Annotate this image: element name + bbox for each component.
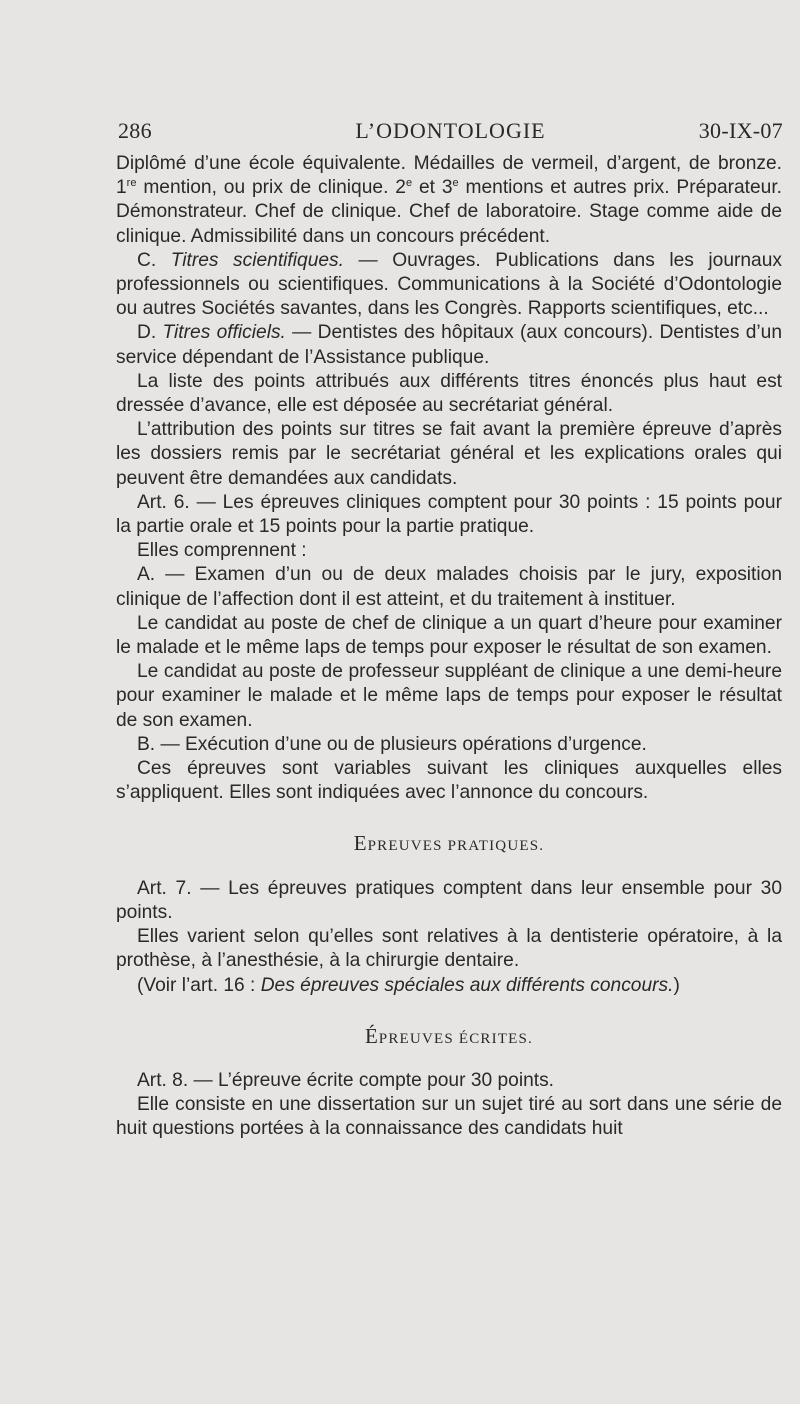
paragraph: Le candidat au poste de chef de clinique a un quart d’heure pour examiner le malade et le même laps de temps pour exposer le résultat de son examen. xyxy=(116,612,782,659)
body-text xyxy=(116,152,782,1142)
page-number: 286 xyxy=(118,118,152,143)
journal-title: L’ODONTOLOGIE xyxy=(355,118,546,143)
paragraph: D. Titres officiels. — Dentistes des hôpitaux (aux concours). Dentistes d’un service dépendant de l’Assistance publique. xyxy=(116,322,782,368)
section-title: Titres scientifiques. xyxy=(170,249,344,271)
paragraph: Art. 6. — Les épreuves cliniques comptent pour 30 points : 15 points pour la partie orale et 15 points pour la partie pratique. xyxy=(116,491,782,538)
paragraph: C. Titres scientifiques. — Ouvrages. Publications dans les journaux professionnels ou scientifiques. Communications à la Société d’Odontologie ou autres Sociétés savantes, dans les Congrès. Rapports scientifiques, etc... xyxy=(116,249,782,320)
paragraph: Elles varient selon qu’elles sont relatives à la dentisterie opératoire, à la prothèse, à l’anesthésie, à la chirurgie dentaire. xyxy=(116,926,782,972)
paragraph: Ces épreuves sont variables suivant les cliniques auxquelles elles s’appliquent. Elles sont indiquées avec l’annonce du concours. xyxy=(116,758,782,804)
section-heading-written: ÉPREUVES ÉCRITES. xyxy=(364,1023,534,1048)
paragraph: Art. 7. — Les épreuves pratiques comptent dans leur ensemble pour 30 points. xyxy=(116,877,782,923)
paragraph: Art. 8. — L’épreuve écrite compte pour 30 points. xyxy=(137,1069,555,1091)
paragraph: Elles comprennent : xyxy=(137,540,307,562)
reference-title: Des épreuves spéciales aux différents concours. xyxy=(260,974,674,996)
paragraph: Le candidat au poste de professeur suppléant de clinique a une demi-heure pour examiner le malade et le même laps de temps pour exposer le résultat de son examen. xyxy=(116,661,782,731)
section-title: Titres officiels. xyxy=(162,322,286,344)
paragraph: A. — Examen d’un ou de deux malades choisis par le jury, exposition clinique de l’affection dont il est atteint, et du traitement à instituer. xyxy=(116,564,782,610)
paragraph: Elle consiste en une dissertation sur un sujet tiré au sort dans une série de huit questions portées à la connaissance des candidats huit xyxy=(116,1094,782,1140)
paragraph: La liste des points attribués aux différents titres énoncés plus haut est dressée d’avance, elle est déposée au secrétariat général. xyxy=(116,370,782,417)
paragraph: B. — Exécution d’une ou de plusieurs opérations d’urgence. xyxy=(137,733,647,755)
paragraph: (Voir l’art. 16 : Des épreuves spéciales aux différents concours.) xyxy=(137,974,680,996)
paragraph: Diplômé d’une école équivalente. Médailles de vermeil, d’argent, de bronze. 1re mention, ou prix de clinique. 2e et 3e mentions et autres prix. Préparateur. Démonstrateur. Chef de clinique. Chef de laboratoire. Stage comme aide de clinique. Admissibilité dans un concours précédent. xyxy=(116,153,783,247)
running-head xyxy=(118,118,783,148)
issue-date: 30-IX-07 xyxy=(698,118,783,143)
paragraph: L’attribution des points sur titres se fait avant la première épreuve d’après les dossiers remis par le secrétariat général et les explications orales qui peuvent être demandées aux candidats. xyxy=(116,419,782,489)
section-heading-practical: EPREUVES PRATIQUES. xyxy=(353,831,545,856)
